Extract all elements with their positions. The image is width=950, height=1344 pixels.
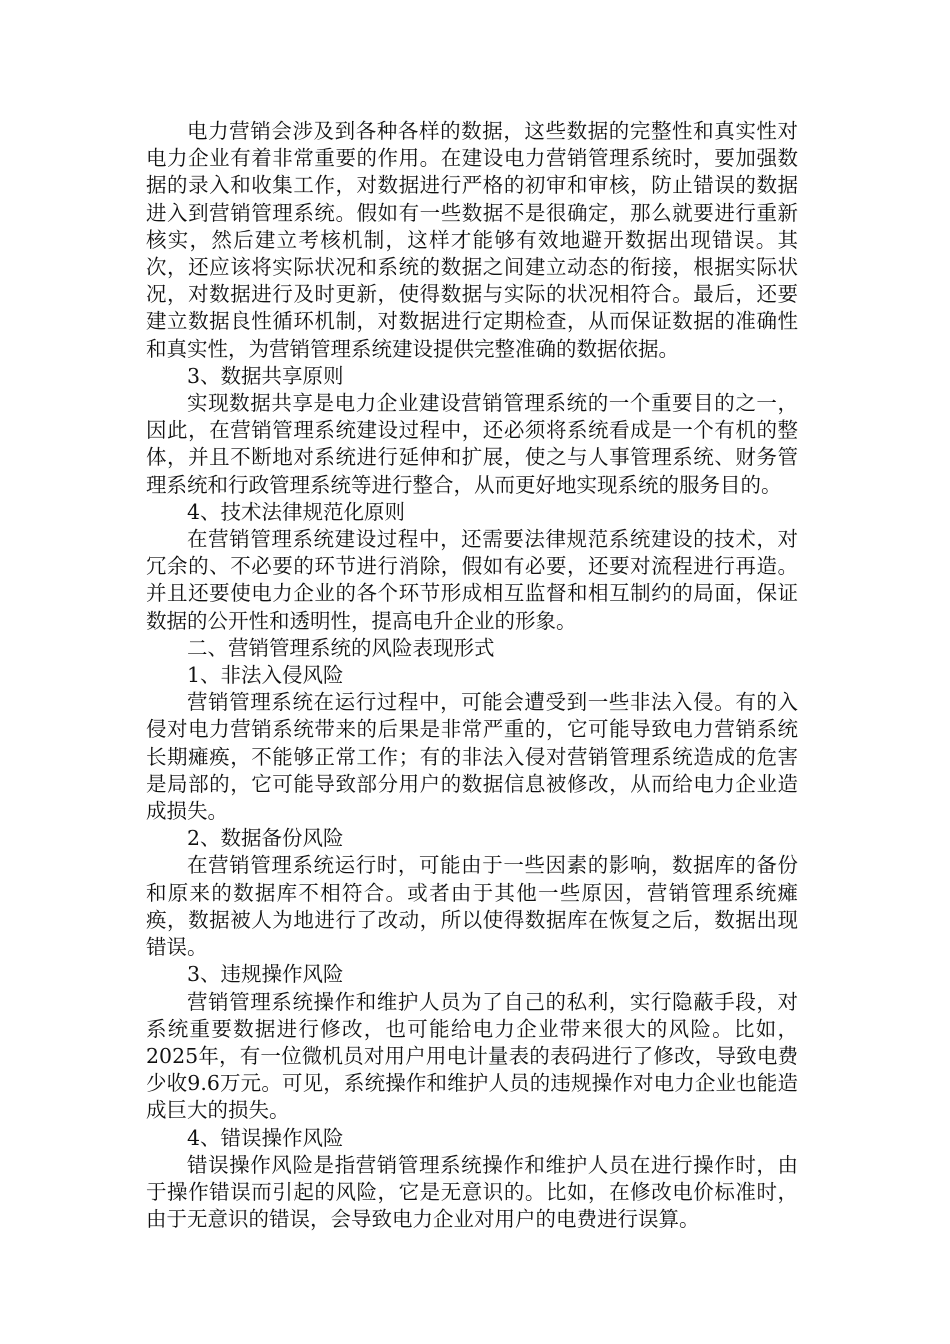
paragraph-legal-standardization: 在营销管理系统建设过程中，还需要法律规范系统建设的技术，对冗余的、不必要的环节进行消除，假如有必要，还要对流程进行再造。并且还要使电力企业的各个环节形成相互监督和相互制约的局面，保证数据的公开性和透明性，提高电升企业的形象。 [146,527,798,633]
heading-backup-risk: 2、数据备份风险 [187,826,344,851]
paragraph-data-integrity: 电力营销会涉及到各种各样的数据，这些数据的完整性和真实性对电力企业有着非常重要的作用。在建设电力营销管理系统时，要加强数据的录入和收集工作，对数据进行严格的初审和审核，防止错误的数据进入到营销管理系统。假如有一些数据不是很确定，那么就要进行重新核实，然后建立考核机制，这样才能够有效地避开数据出现错误。其次，还应该将实际状况和系统的数据之间建立动态的衔接，根据实际状况，对数据进行及时更新，使得数据与实际的状况相符合。最后，还要建立数据良性循环机制，对数据进行定期检查，从而保证数据的准确性和真实性，为营销管理系统建设提供完整准确的数据依据。 [146,119,798,361]
paragraph-intrusion-risk: 营销管理系统在运行过程中，可能会遭受到一些非法入侵。有的入侵对电力营销系统带来的后果是非常严重的，它可能导致电力营销系统长期瘫痪，不能够正常工作；有的非法入侵对营销管理系统造成的危害是局部的，它可能导致部分用户的数据信息被修改，从而给电力企业造成损失。 [146,690,798,824]
paragraph-error-risk: 错误操作风险是指营销管理系统操作和维护人员在进行操作时，由于操作错误而引起的风险，它是无意识的。比如，在修改电价标准时，由于无意识的错误，会导致电力企业对用户的电费进行误算。 [146,1152,798,1232]
paragraph-data-sharing: 实现数据共享是电力企业建设营销管理系统的一个重要目的之一，因此，在营销管理系统建设过程中，还必须将系统看成是一个有机的整体，并且不断地对系统进行延伸和扩展，使之与人事管理系统、财务管理系统和行政管理系统等进行整合，从而更好地实现系统的服务目的。 [146,391,798,497]
document-body [146,118,798,1233]
heading-data-sharing: 3、数据共享原则 [187,363,344,388]
section-heading-risk-forms: 二、营销管理系统的风险表现形式 [187,635,495,660]
paragraph-violation-risk: 营销管理系统操作和维护人员为了自己的私利，实行隐蔽手段，对系统重要数据进行修改，也可能给电力企业带来很大的风险。比如，2025年，有一位微机员对用户用电计量表的表码进行了修改，导致电费少收9.6万元。可见，系统操作和维护人员的违规操作对电力企业也能造成巨大的损失。 [146,989,798,1123]
heading-intrusion-risk: 1、非法入侵风险 [187,663,344,688]
heading-legal-standardization: 4、技术法律规范化原则 [187,499,406,524]
paragraph-backup-risk: 在营销管理系统运行时，可能由于一些因素的影响，数据库的备份和原来的数据库不相符合。或者由于其他一些原因，营销管理系统瘫痪，数据被人为地进行了改动，所以使得数据库在恢复之后，数据出现错误。 [146,853,798,960]
heading-violation-risk: 3、违规操作风险 [187,962,344,987]
heading-error-risk: 4、错误操作风险 [187,1125,344,1150]
